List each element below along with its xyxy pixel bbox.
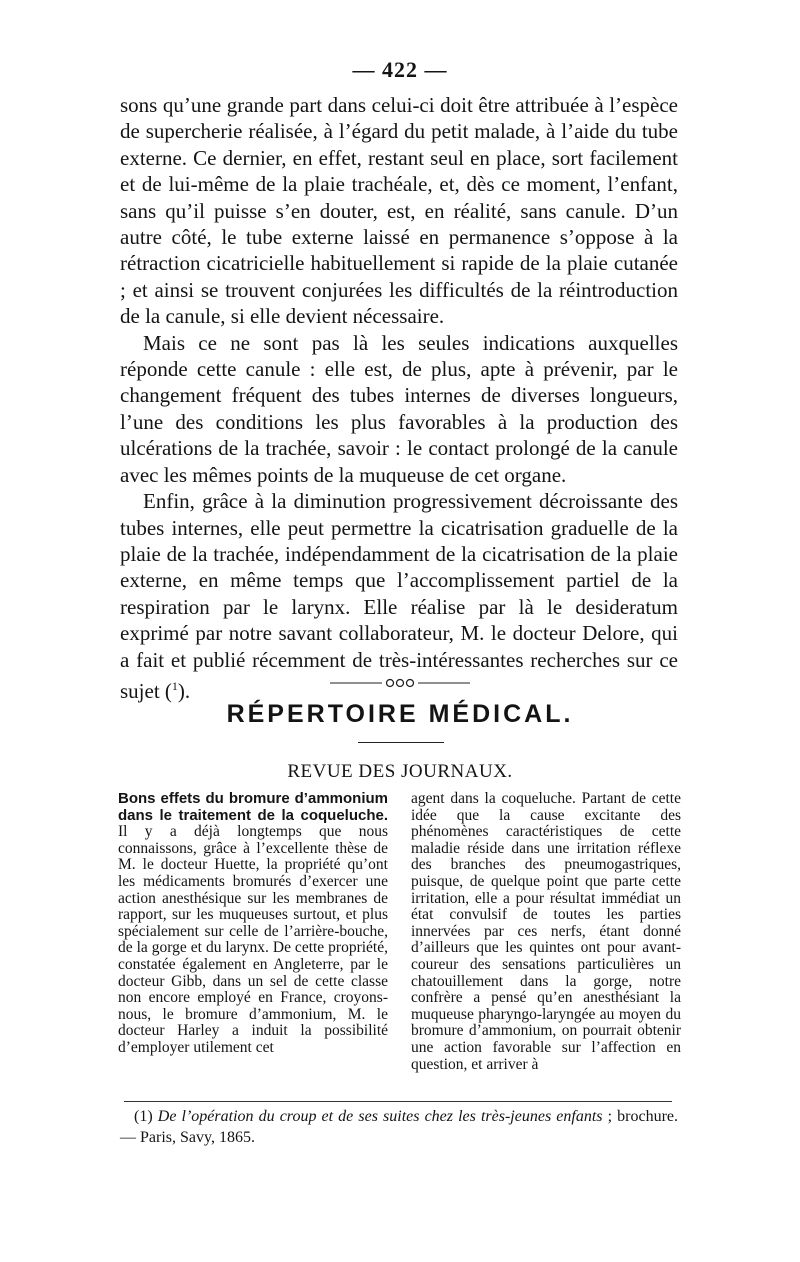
footnote-divider xyxy=(124,1101,672,1102)
article-body-right: agent dans la coqueluche. Partant de cette idée que la cause excitante des phénomènes caractéristiques de cette maladie réside dans une irritation réflexe des branches des pneumogastriques, puisque, de quelque point que parte cette irritation, elle a pour résultat immédiat un état convulsif de toutes les parties innervées par ces nerfs, étant donné d’ailleurs que les quintes ont pour avant-coureur des sensations particulières un chatouillement dans la gorge, notre confrère a pensé qu’en anesthésiant la muqueuse pharyngo-laryngée au moyen du bromure d’ammonium, on pourrait obtenir une action favorable sur l’affection en question, et arriver à xyxy=(411,790,681,1073)
footnote-mark: (1) xyxy=(134,1108,153,1125)
page-number: — 422 — xyxy=(352,57,448,82)
right-column xyxy=(411,791,681,1073)
paragraph-end: ). xyxy=(177,678,191,703)
main-text xyxy=(120,92,678,704)
paragraph xyxy=(120,488,678,704)
article-body-left: Il y a déjà longtemps que nous connaissons, grâce à l’excellente thèse de M. le docteur Huette, la propriété qu’ont les médicaments bromurés d’exercer une action anesthésique sur les membranes de rapport, sur les muqueuses surtout, et plus spécialement sur celle de l’arrière-bouche, de la gorge et du larynx. De cette propriété, constatée également en Angleterre, par le docteur Gibb, dans un sel de cette classe non encore employé en France, croyons-nous, le bromure d’ammonium, M. le docteur Harley a induit la possibilité d’employer utilement cet xyxy=(118,823,388,1056)
subsection-title: REVUE DES JOURNAUX. xyxy=(287,761,513,782)
ornamental-rule xyxy=(0,678,800,688)
section-title: RÉPERTOIRE MÉDICAL. xyxy=(226,700,574,728)
footnote-citation: ; brochure. — Paris, Savy, 1865. xyxy=(120,1108,679,1146)
article-text xyxy=(118,791,388,1057)
paragraph: sons qu’une grande part dans celui-ci doit être attribuée à l’espèce de supercherie réalisée, à l’égard du petit malade, à l’aide du tube externe. Ce dernier, en effet, restant seul en place, sort facilement et de lui-même de la plaie trachéale, et, dès ce moment, l’enfant, sans qu’il puisse s’en douter, est, en réalité, sans canule. D’un autre côté, le tube externe laissé en permanence s’oppose à la rétraction cicatricielle habituellement si rapide de la plaie cutanée ; et ainsi se trouvent conjurées les difficultés de la réintroduction de la canule, si elle devient nécessaire. xyxy=(120,93,678,329)
left-column xyxy=(118,791,388,1057)
paragraph: Mais ce ne sont pas là les seules indications auxquelles réponde cette canule : elle est, de plus, apte à prévenir, par le changement fréquent des tubes internes de diverses longueurs, l’une des conditions les plus favorables à la production des ulcérations de la trachée, savoir : le contact prolongé de la canule avec les mêmes points de la muqueuse de cet organe. xyxy=(120,330,678,487)
footnote-reference: 1 xyxy=(171,678,178,693)
footnote xyxy=(120,1106,678,1148)
section-divider xyxy=(358,742,444,743)
footnote-title: De l’opération du croup et de ses suites chez les très-jeunes enfants xyxy=(157,1108,603,1125)
paragraph-text: Enfin, grâce à la diminution progressivement décroissante des tubes internes, elle peut permettre la cicatrisation graduelle de la plaie de la trachée, indépendamment de la cicatrisation de la plaie externe, en même temps que l’accomplissement partiel de la respiration par le larynx. Elle réalise par là le desideratum exprimé par notre savant collaborateur, M. le docteur Delore, qui a fait et publié récemment de très-intéressantes recherches sur ce sujet ( xyxy=(120,489,678,703)
article-lead: Bons effets du bromure d’ammonium dans le traitement de la coqueluche. xyxy=(118,790,388,824)
